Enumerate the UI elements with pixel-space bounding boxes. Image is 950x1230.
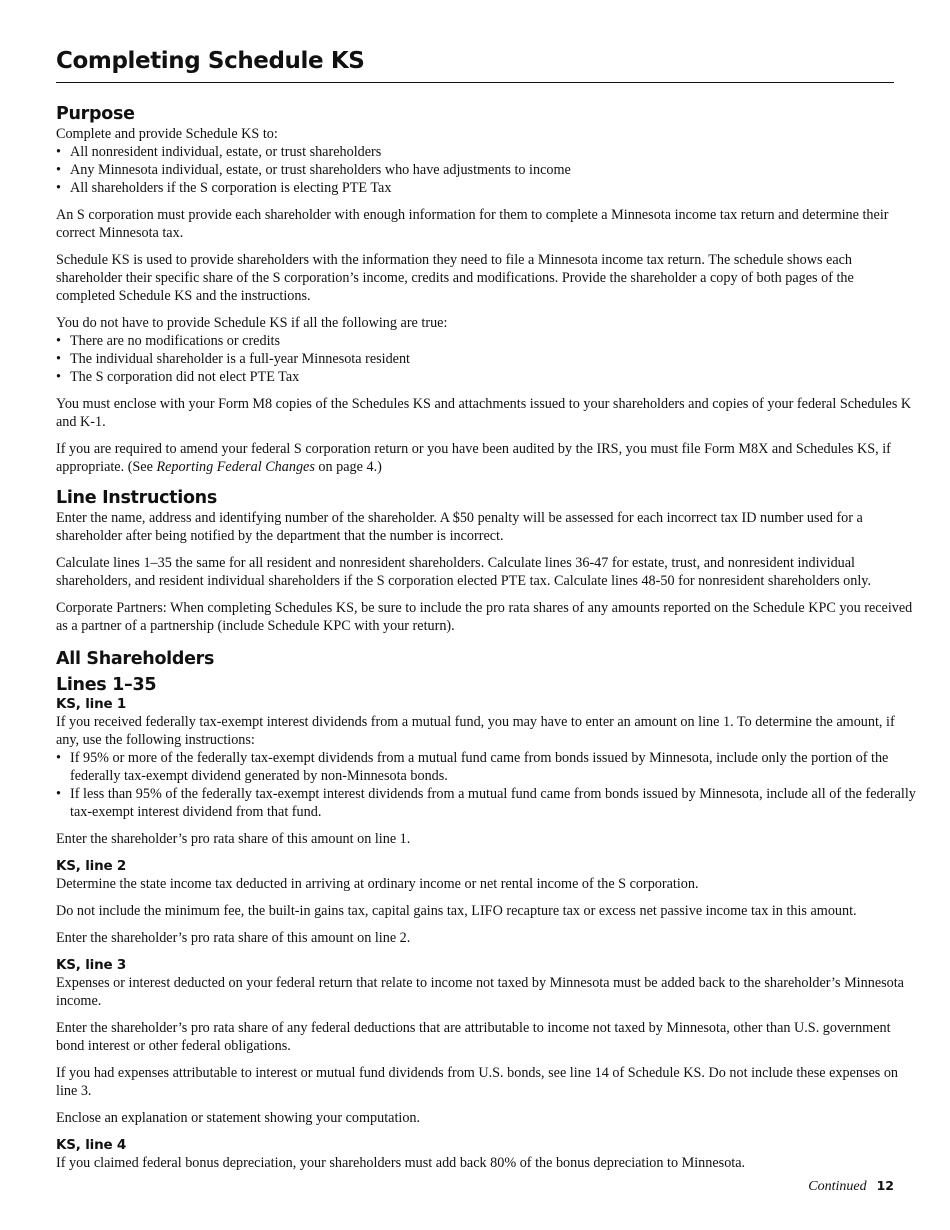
paragraph: Enter the shareholder’s pro rata share of any federal deductions that are attributable to income not taxed by Minnesota, other than U.S. government bond interest or other federal obligations. [56, 1020, 891, 1054]
page-title: Completing Schedule KS [56, 48, 365, 74]
lines-heading: Lines 1–35 [56, 675, 157, 695]
paragraph: Enter the shareholder’s pro rata share of this amount on line 2. [56, 930, 411, 946]
paragraph: Calculate lines 1–35 the same for all resident and nonresident shareholders. Calculate lines 36-47 for estate, trust, and nonresident individual shareholders, and resident individual shareholders if the S corporation elected PTE tax. Calculate lines 48-50 for nonresident shareholders only. [56, 555, 872, 589]
page-footer [808, 1178, 894, 1195]
paragraph: If you had expenses attributable to interest or mutual fund dividends from U.S. bonds, see line 14 of Schedule KS. Do not include these expenses on line 3. [56, 1065, 899, 1099]
list-item: • Any Minnesota individual, estate, or trust shareholders who have adjustments to income [56, 161, 916, 179]
paragraph: You do not have to provide Schedule KS if all the following are true: [56, 315, 448, 331]
paragraph: If you received federally tax-exempt interest dividends from a mutual fund, you may have to enter an amount on line 1. To determine the amount, if any, use the following instructions: [56, 714, 895, 748]
paragraph: Schedule KS is used to provide shareholders with the information they need to file a Minnesota income tax return. The schedule shows each shareholder their specific share of the S corporation’s income, credits and modifications. Provide the shareholder a copy of both pages of the completed Schedule KS and the instructions. [56, 252, 854, 304]
list-item: • The individual shareholder is a full-year Minnesota resident [56, 350, 916, 368]
line3-heading: KS, line 3 [56, 957, 127, 973]
list-item: • All shareholders if the S corporation is electing PTE Tax [56, 179, 916, 197]
paragraph: Enter the name, address and identifying number of the shareholder. A $50 penalty will be assessed for each incorrect tax ID number used for a shareholder after being notified by the department that the number is incorrect. [56, 510, 863, 544]
paragraph: If you claimed federal bonus depreciation, your shareholders must add back 80% of the bonus depreciation to Minnesota. [56, 1155, 746, 1171]
purpose-section [56, 103, 916, 476]
purpose-heading: Purpose [56, 104, 135, 124]
paragraph: Corporate Partners: When completing Schedules KS, be sure to include the pro rata shares of any amounts reported on the Schedule KPC you received as a partner of a partnership (include Schedule KPC with your return). [56, 600, 913, 634]
paragraph: Enclose an explanation or statement showing your computation. [56, 1110, 421, 1126]
paragraph-text: on page 4.) [314, 459, 382, 475]
list-item: • If 95% or more of the federally tax-exempt dividends from a mutual fund came from bonds issued by Minnesota, include only the portion of the federally tax-exempt dividend generated by non-Minnesota bonds. [56, 749, 916, 785]
exemption-bullet-list [56, 332, 916, 386]
line1-bullet-list [56, 749, 916, 821]
title-divider [56, 82, 894, 83]
document-page [56, 46, 916, 1172]
list-item: • There are no modifications or credits [56, 332, 916, 350]
all-shareholders-heading: All Shareholders [56, 649, 215, 669]
continued-label: Continued [808, 1179, 867, 1194]
paragraph-text: If you are required to amend your federal S corporation return or you have been audited by the IRS, you must file Form M8X and Schedules KS, if appropriate. (See [56, 441, 891, 475]
paragraph: Expenses or interest deducted on your federal return that relate to income not taxed by Minnesota must be added back to the shareholder’s Minnesota income. [56, 975, 904, 1009]
all-shareholders-section [56, 648, 916, 1172]
line2-heading: KS, line 2 [56, 858, 127, 874]
paragraph: Determine the state income tax deducted in arriving at ordinary income or net rental income of the S corporation. [56, 876, 699, 892]
line-instructions-section [56, 487, 916, 635]
paragraph: Enter the shareholder’s pro rata share of this amount on line 1. [56, 831, 411, 847]
line4-heading: KS, line 4 [56, 1137, 127, 1153]
list-item: • The S corporation did not elect PTE Tax [56, 368, 916, 386]
line1-heading: KS, line 1 [56, 696, 127, 712]
reference-title: Reporting Federal Changes [156, 459, 315, 475]
paragraph: An S corporation must provide each shareholder with enough information for them to complete a Minnesota income tax return and determine their correct Minnesota tax. [56, 207, 889, 241]
line-instructions-heading: Line Instructions [56, 488, 217, 508]
paragraph: You must enclose with your Form M8 copies of the Schedules KS and attachments issued to your shareholders and copies of your federal Schedules K and K-1. [56, 396, 912, 430]
list-item: • All nonresident individual, estate, or trust shareholders [56, 143, 916, 161]
purpose-bullet-list [56, 143, 916, 197]
paragraph-amend [56, 440, 916, 476]
page-number: 12 [876, 1178, 894, 1193]
list-item: • If less than 95% of the federally tax-exempt interest dividends from a mutual fund came from bonds issued by Minnesota, include all of the federally tax-exempt interest dividend from that fund. [56, 785, 916, 821]
purpose-intro: Complete and provide Schedule KS to: [56, 126, 278, 142]
paragraph: Do not include the minimum fee, the built-in gains tax, capital gains tax, LIFO recapture tax or excess net passive income tax in this amount. [56, 903, 857, 919]
